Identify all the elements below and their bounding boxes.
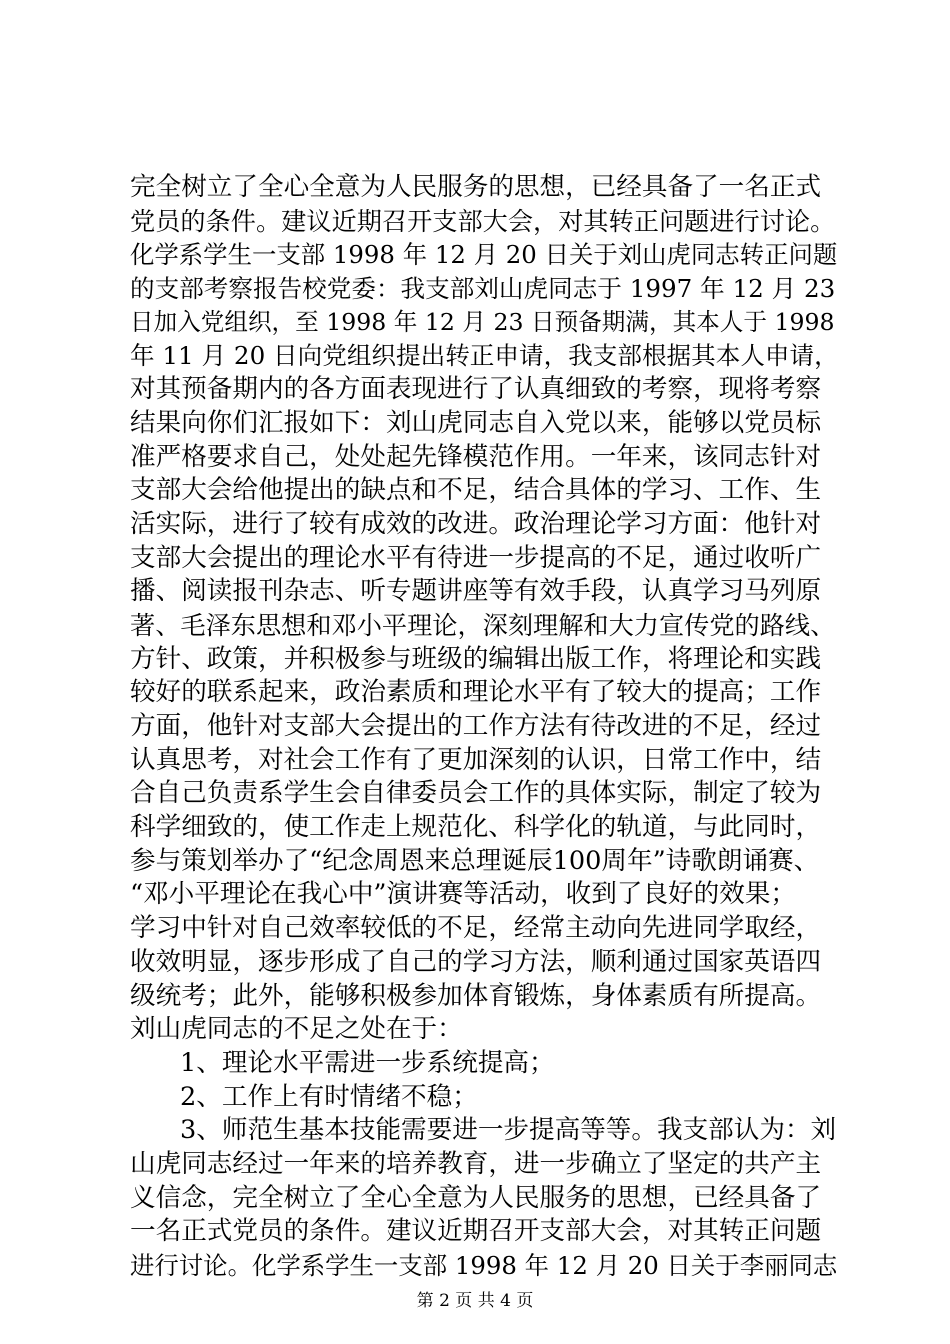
list-item: 2、工作上有时情绪不稳； [180,1081,478,1112]
body-line: 合自己负责系学生会自律委员会工作的具体实际，制定了较为 [130,778,822,809]
body-line: 完全树立了全心全意为人民服务的思想，已经具备了一名正式 [130,172,822,202]
page-number-footer: 第 2 页 共 4 页 [416,1291,534,1311]
body-line: “邓小平理论在我心中”演讲赛等活动，收到了良好的效果； [130,879,797,910]
body-line: 山虎同志经过一年来的培养教育，进一步确立了坚定的共产主 [130,1148,822,1179]
body-line: 方面，他针对支部大会提出的工作方法有待改进的不足，经过 [130,711,822,741]
body-line: 年 11 月 20 日向党组织提出转正申请，我支部根据其本人申请， [130,341,839,371]
body-line: 日加入党组织，至 1998 年 12 月 23 日预备期满，其本人于 1998 [130,307,835,336]
body-line: 党员的条件。建议近期召开支部大会，对其转正问题进行讨论。 [130,206,836,236]
body-line: 著、毛泽东思想和邓小平理论，深刻理解和大力宣传党的路线、 [130,610,836,640]
body-line: 一名正式党员的条件。建议近期召开支部大会，对其转正问题 [130,1216,822,1247]
body-line: 播、阅读报刊杂志、听专题讲座等有效手段，认真学习马列原 [130,576,822,607]
body-line: 结果向你们汇报如下：刘山虎同志自入党以来，能够以党员标 [130,407,822,438]
body-line: 方针、政策，并积极参与班级的编辑出版工作，将理论和实践 [130,643,822,674]
body-line: 认真思考，对社会工作有了更加深刻的认识，日常工作中，结 [130,744,822,775]
body-line: 准严格要求自己，处处起先锋模范作用。一年来，该同志针对 [130,441,822,472]
body-line: 支部大会给他提出的缺点和不足，结合具体的学习、工作、生 [130,475,822,506]
body-line: 的支部考察报告校党委：我支部刘山虎同志于 1997 年 12 月 23 [130,274,836,304]
document-body [130,171,840,1283]
body-line: 较好的联系起来，政治素质和理论水平有了较大的提高；工作 [130,677,822,708]
body-line: 进行讨论。化学系学生一支部 1998 年 12 月 20 日关于李丽同志 [130,1251,838,1280]
body-line: 对其预备期内的各方面表现进行了认真细致的考察，现将考察 [130,374,822,405]
body-line: 化学系学生一支部 1998 年 12 月 20 日关于刘山虎同志转正问题 [130,240,838,270]
body-line: 支部大会提出的理论水平有待进一步提高的不足，通过收听广 [130,542,822,573]
body-line: 收效明显，逐步形成了自己的学习方法，顺利通过国家英语四 [130,946,822,977]
body-line: 学习中针对自己效率较低的不足，经常主动向先进同学取经， [130,913,822,944]
body-line: 级统考；此外，能够积极参加体育锻炼，身体素质有所提高。 [130,980,822,1011]
list-item: 3、师范生基本技能需要进一步提高等等。我支部认为：刘 [180,1115,837,1146]
body-line: 科学细致的，使工作走上规范化、科学化的轨道，与此同时， [130,812,822,843]
body-line: 参与策划举办了“纪念周恩来总理诞辰100周年”诗歌朗诵赛、 [130,845,820,876]
body-line: 刘山虎同志的不足之处在于： [130,1014,463,1045]
list-item: 1、理论水平需进一步系统提高； [180,1047,555,1078]
body-line: 义信念，完全树立了全心全意为人民服务的思想，已经具备了 [130,1182,822,1213]
body-line: 活实际，进行了较有成效的改进。政治理论学习方面：他针对 [130,508,822,539]
